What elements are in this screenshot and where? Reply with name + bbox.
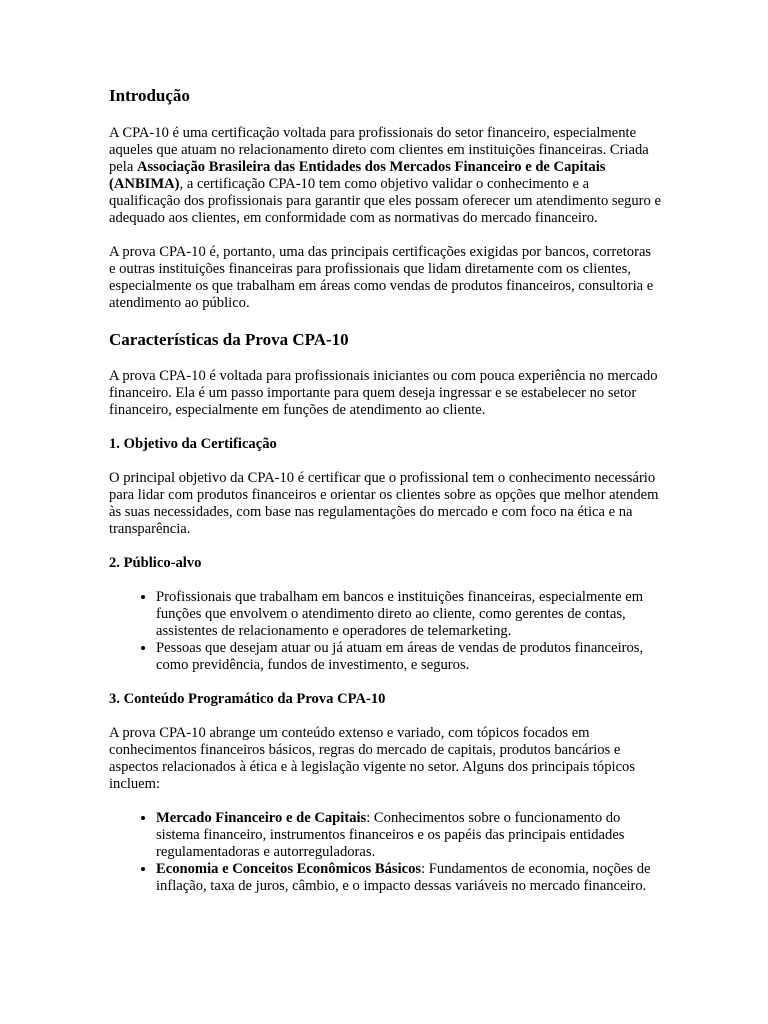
list-item-bold: Mercado Financeiro e de Capitais <box>156 810 367 826</box>
intro-p1-text-a: A CPA-10 é uma certificação voltada para profissionais do setor financeiro, especialmente aqueles que atuam no relacionamento direto com clientes em instituições financeiras. Criada pela <box>109 125 649 175</box>
objetivo-paragraph: O principal objetivo da CPA-10 é certificar que o profissional tem o conhecimento necessário para lidar com produtos financeiros e orientar os clientes sobre as opções que melhor atendem às suas necessidades, com base nas regulamentações do mercado e com foco na ética e na transparência. <box>109 470 659 537</box>
document-page <box>109 86 661 895</box>
list-item-text: : Conhecimentos sobre o funcionamento do sistema financeiro, instrumentos financeiros e os papéis das principais entidades regulamentadoras e autorreguladoras. <box>156 810 625 860</box>
list-item <box>156 810 661 861</box>
conteudo-heading: 3. Conteúdo Programático da Prova CPA-10 <box>109 691 386 707</box>
publico-list <box>109 589 661 674</box>
list-item-text: : Fundamentos de economia, noções de inflação, taxa de juros, câmbio, e o impacto dessas variáveis no mercado financeiro. <box>156 861 651 894</box>
list-item <box>156 861 661 895</box>
conteudo-list <box>109 810 661 895</box>
intro-paragraph-2: A prova CPA-10 é, portanto, uma das principais certificações exigidas por bancos, corretoras e outras instituições financeiras para profissionais que lidam diretamente com os clientes, especialmente os que trabalham em áreas como vendas de produtos financeiros, consultoria e atendimento ao público. <box>109 244 654 311</box>
objetivo-heading: 1. Objetivo da Certificação <box>109 436 277 452</box>
conteudo-paragraph: A prova CPA-10 abrange um conteúdo extenso e variado, com tópicos focados em conhecimentos financeiros básicos, regras do mercado de capitais, produtos bancários e aspectos relacionados à ética e à legislação vigente no setor. Alguns dos principais tópicos incluem: <box>109 725 636 792</box>
publico-heading: 2. Público-alvo <box>109 555 202 571</box>
list-item-bold: Economia e Conceitos Econômicos Básicos <box>156 861 422 877</box>
caracteristicas-paragraph: A prova CPA-10 é voltada para profissionais iniciantes ou com pouca experiência no mercado financeiro. Ela é um passo importante para quem deseja ingressar e se estabelecer no setor financeiro, especialmente em funções de atendimento ao cliente. <box>109 368 658 418</box>
intro-p1-text-c: , a certificação CPA-10 tem como objetivo validar o conhecimento e a qualificação dos profissionais para garantir que eles possam oferecer um atendimento seguro e adequado aos clientes, em conformidade com as normativas do mercado financeiro. <box>109 176 661 226</box>
intro-paragraph-1 <box>109 125 661 227</box>
list-item: • Pessoas que desejam atuar ou já atuam em áreas de vendas de produtos financeiros, como previdência, fundos de investimento, e seguros. <box>156 640 661 674</box>
caracteristicas-heading: Características da Prova CPA-10 <box>109 330 349 349</box>
list-item: • Profissionais que trabalham em bancos e instituições financeiras, especialmente em funções que envolvem o atendimento direto ao cliente, como gerentes de contas, assistentes de relacionamento e operadores de telemarketing. <box>156 589 661 640</box>
anbima-name: Associação Brasileira das Entidades dos Mercados Financeiro e de Capitais (ANBIMA) <box>109 159 606 192</box>
intro-heading: Introdução <box>109 86 190 105</box>
